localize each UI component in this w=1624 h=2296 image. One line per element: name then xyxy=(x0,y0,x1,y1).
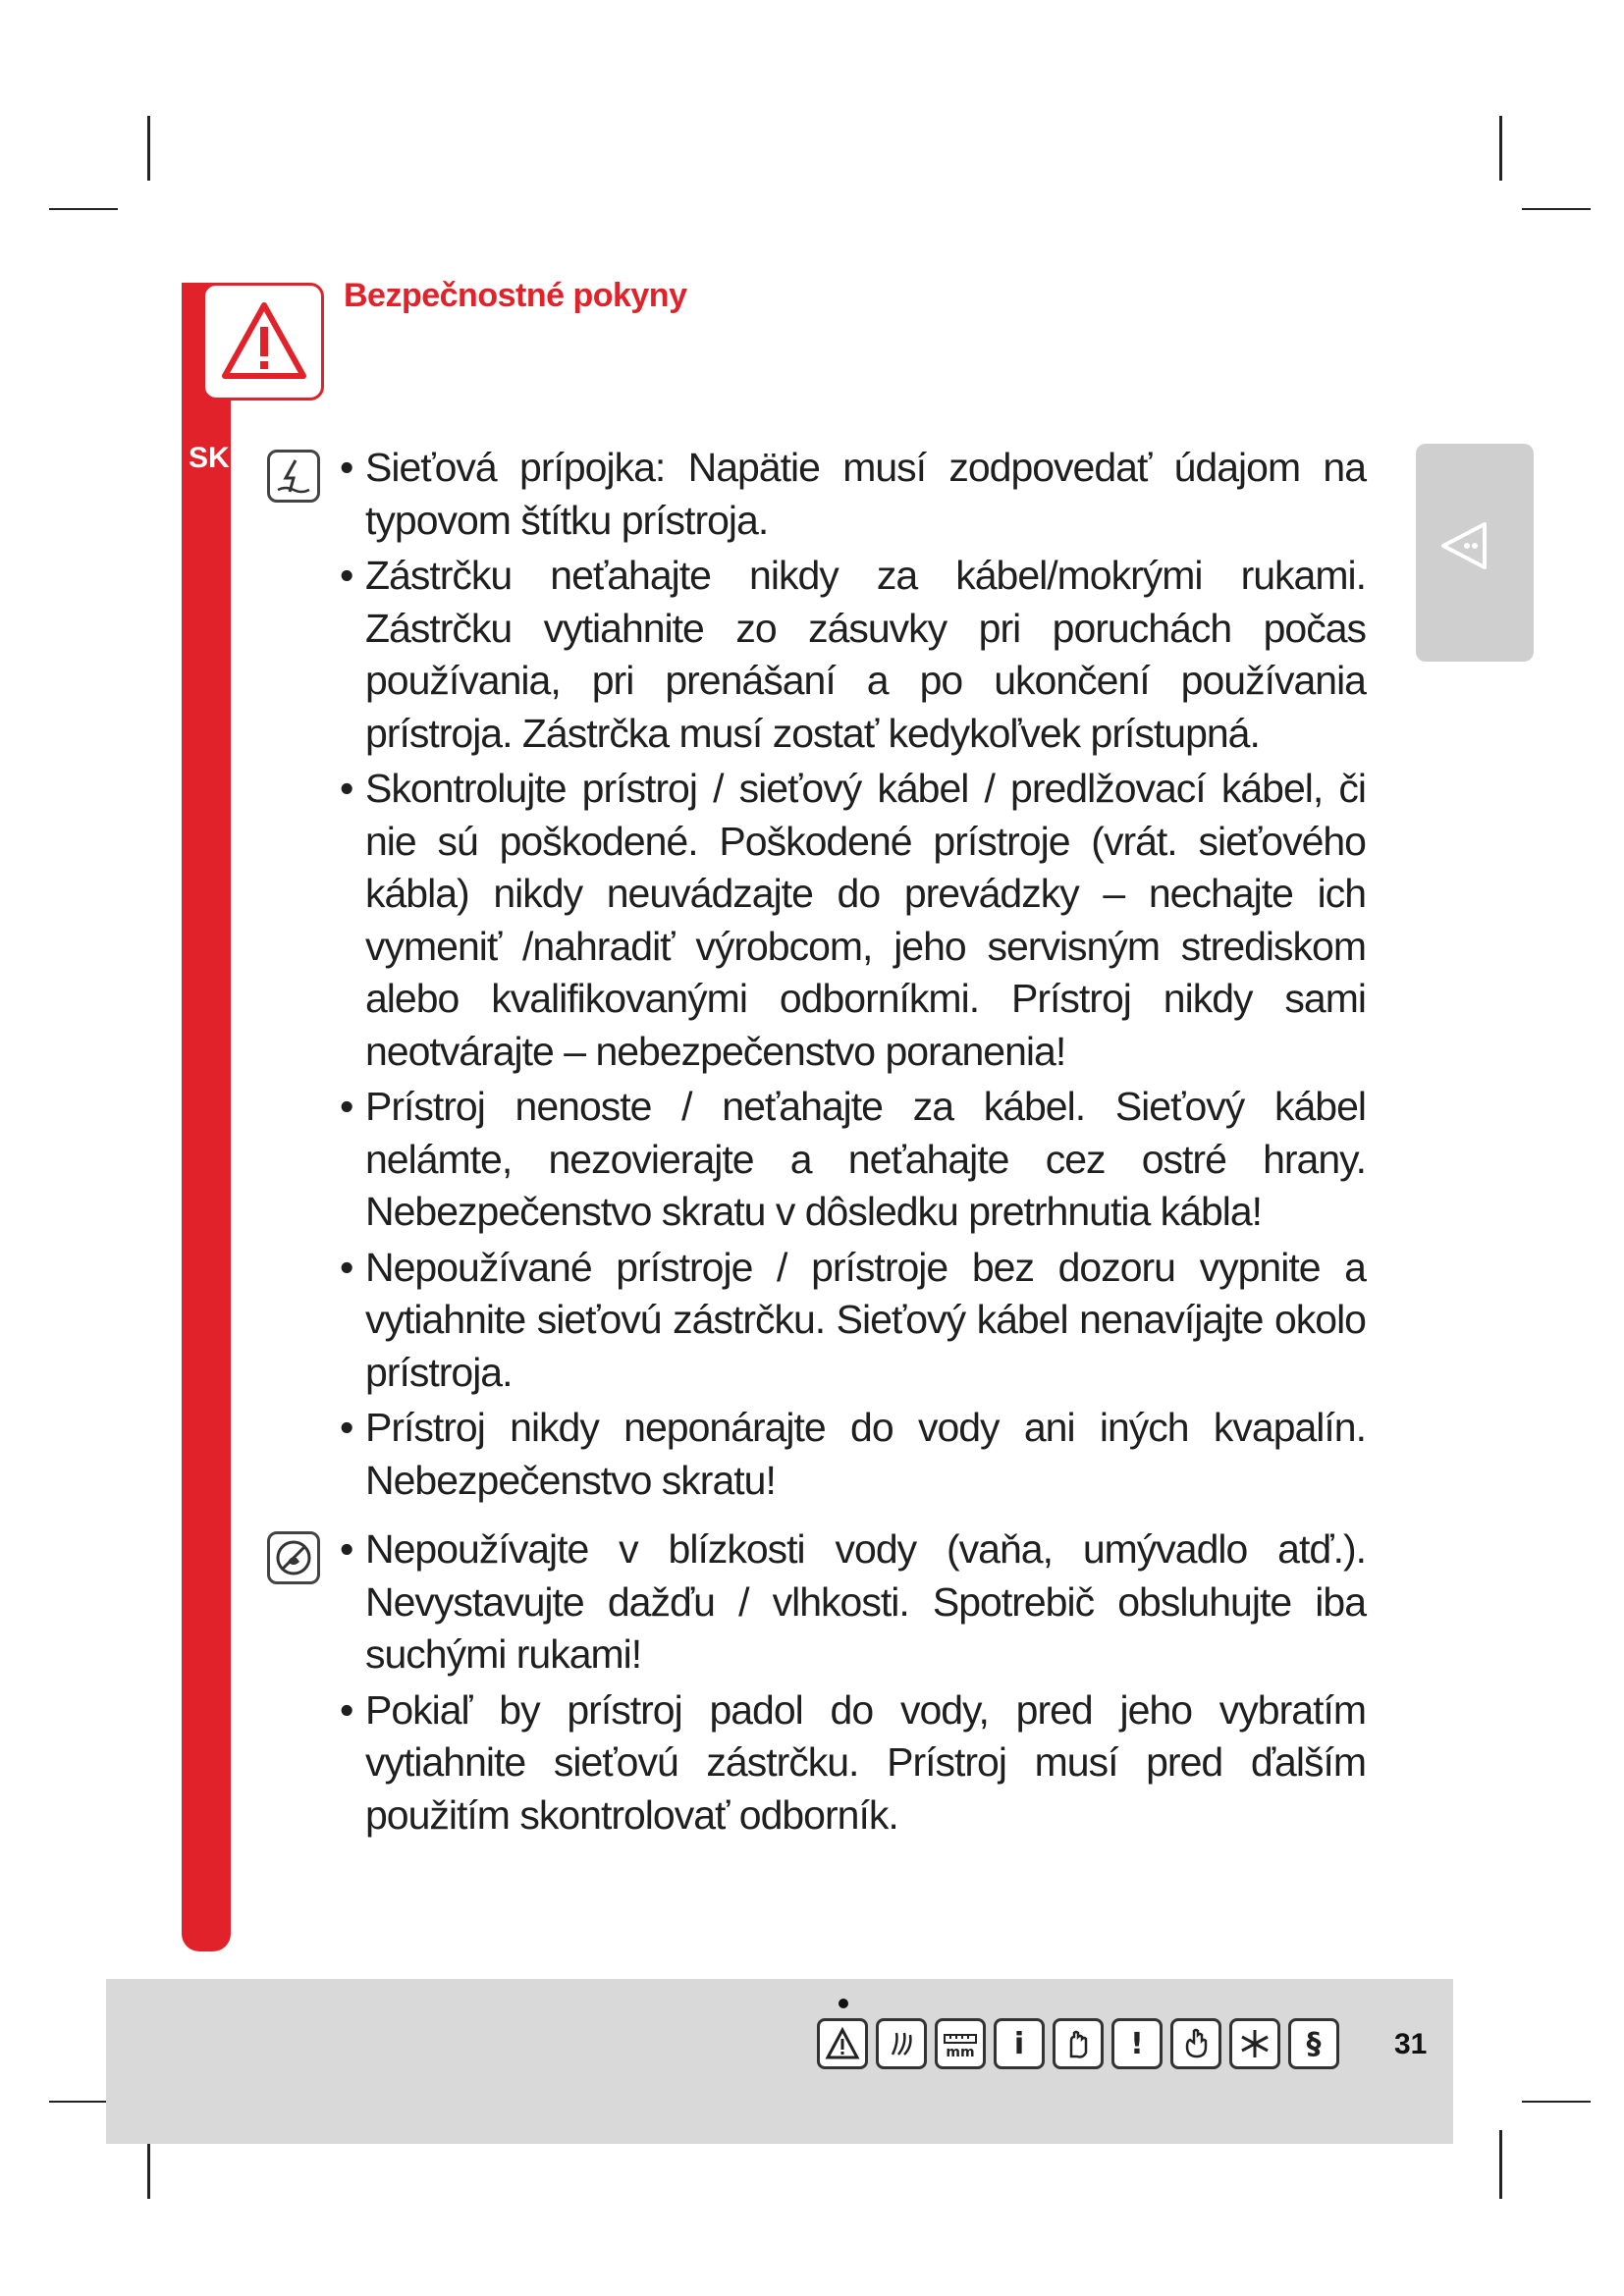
safety-list-water xyxy=(340,1523,1366,1844)
indicator-dot xyxy=(839,1999,848,2008)
list-item: • Zástrčku neťahajte nikdy za kábel/mokrými rukami. Zástrčku vytiahnite zo zásuvky pri poruchách počas používania, pri prenášaní a po ukončení používania prístroja. Zástrčka musí zostať kedykoľvek prístupná. xyxy=(340,550,1366,760)
paragraph-glyph: § xyxy=(1306,2026,1322,2061)
side-tab[interactable] xyxy=(1416,444,1534,662)
hand-icon[interactable] xyxy=(1170,2018,1221,2069)
list-item: • Skontrolujte prístroj / sieťový kábel / predlžovací kábel, či nie sú poškodené. Poškodené prístroje (vrát. sieťového kábla) nikdy neuvádzajte do prevádzky – nechajte ich vymeniť /nahradiť výrobcom, jeho servisným strediskom alebo kvalifikovanými odborníkmi. Prístroj nikdy sami neotvárajte – nebezpečenstvo poranenia! xyxy=(340,763,1366,1078)
info-icon[interactable] xyxy=(994,2018,1045,2069)
safety-list-electric xyxy=(340,442,1366,1510)
list-item: • Prístroj nenoste / neťahajte za kábel. Sieťový kábel nelámte, nezovierajte a neťahajte cez ostré hrany. Nebezpečenstvo skratu v dôsledku pretrhnutia kábla! xyxy=(340,1081,1366,1239)
language-bar xyxy=(182,283,231,1951)
paragraph-icon[interactable] xyxy=(1288,2018,1339,2069)
arrow-left-icon xyxy=(1437,518,1492,573)
no-water-icon xyxy=(267,1531,320,1584)
crop-mark xyxy=(147,116,150,181)
warning-box xyxy=(202,283,324,400)
list-item: • Nepoužívajte v blízkosti vody (vaňa, umývadlo atď.). Nevystavujte dažďu / vlhkosti. Spotrebič obsluhujte iba suchými rukami! xyxy=(340,1523,1366,1682)
page-title: Bezpečnostné pokyny xyxy=(344,277,687,314)
footer-icon-row xyxy=(817,2018,1339,2069)
crop-mark xyxy=(1499,2130,1502,2199)
list-item: • Nepoužívané prístroje / prístroje bez dozoru vypnite a vytiahnite sieťovú zástrčku. Sieťový kábel nenavíjajte okolo prístroja. xyxy=(340,1242,1366,1400)
crop-mark xyxy=(1522,208,1591,210)
star-icon[interactable] xyxy=(1229,2018,1280,2069)
crop-mark xyxy=(49,208,118,210)
crop-mark xyxy=(1499,116,1502,181)
glove-icon[interactable] xyxy=(1053,2018,1104,2069)
language-code: SK xyxy=(189,442,230,474)
crop-mark xyxy=(1522,2101,1591,2103)
warning-icon[interactable] xyxy=(817,2018,868,2069)
list-item: • Prístroj nikdy neponárajte do vody ani iných kvapalín. Nebezpečenstvo skratu! xyxy=(340,1402,1366,1507)
page-number: 31 xyxy=(1394,2028,1428,2060)
info-glyph: i xyxy=(1013,2026,1025,2061)
list-item: • Sieťová prípojka: Napätie musí zodpovedať údajom na typovom štítku prístroja. xyxy=(340,442,1366,547)
ruler-icon[interactable] xyxy=(935,2018,986,2069)
exclamation-icon[interactable] xyxy=(1111,2018,1163,2069)
electric-plug-icon xyxy=(267,450,320,503)
hair-icon[interactable] xyxy=(876,2018,927,2069)
ruler-label: mm xyxy=(946,2045,975,2060)
warning-triangle-icon xyxy=(219,297,309,386)
exclamation-glyph: ! xyxy=(1130,2026,1144,2061)
list-item: • Pokiaľ by prístroj padol do vody, pred jeho vybratím vytiahnite sieťovú zástrčku. Prístroj musí pred ďalším použitím skontrolovať odborník. xyxy=(340,1684,1366,1842)
